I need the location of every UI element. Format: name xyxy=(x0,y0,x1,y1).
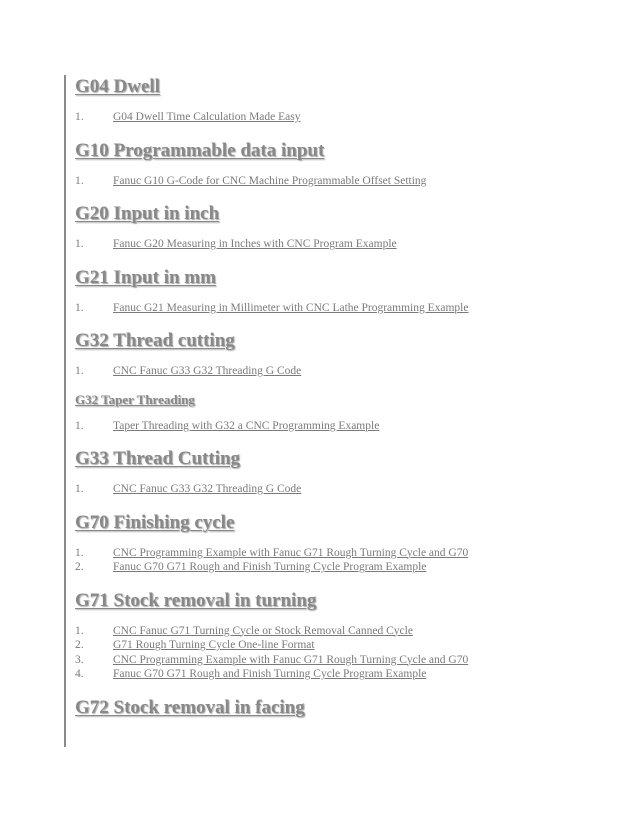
list-item: 1. G04 Dwell Time Calculation Made Easy xyxy=(75,111,301,123)
list-link[interactable]: Fanuc G20 Measuring in Inches with CNC Program Example xyxy=(113,238,397,250)
section-g20 xyxy=(75,203,615,252)
list-link[interactable]: G71 Rough Turning Cycle One-line Format xyxy=(113,639,315,651)
link-list xyxy=(75,110,615,125)
section-heading[interactable]: G72 Stock removal in facing xyxy=(75,696,305,718)
link-list xyxy=(75,174,615,189)
section-g21 xyxy=(75,267,615,316)
section-heading[interactable]: G32 Thread cutting xyxy=(75,330,235,351)
list-link[interactable]: G04 Dwell Time Calculation Made Easy xyxy=(113,111,301,123)
list-item: 2. G71 Rough Turning Cycle One-line Format xyxy=(75,639,315,651)
section-g70 xyxy=(75,512,615,575)
link-list xyxy=(75,546,615,575)
list-link[interactable]: CNC Fanuc G33 G32 Threading G Code xyxy=(113,365,302,377)
link-list xyxy=(75,301,615,316)
section-g72 xyxy=(75,697,615,719)
list-link[interactable]: Fanuc G10 G-Code for CNC Machine Programmable Offset Setting xyxy=(113,174,427,187)
section-heading[interactable]: G20 Input in inch xyxy=(75,203,220,224)
section-g71 xyxy=(75,590,615,682)
section-heading[interactable]: G71 Stock removal in turning xyxy=(75,589,317,611)
list-item: 1. Fanuc G20 Measuring in Inches with CNC Program Example xyxy=(75,238,397,250)
section-g04 xyxy=(75,76,615,125)
list-item: 1. CNC Programming Example with Fanuc G71 Rough Turning Cycle and G70 xyxy=(75,546,469,559)
list-item: 1. CNC Fanuc G33 G32 Threading G Code xyxy=(75,365,302,377)
list-item: 4. Fanuc G70 G71 Rough and Finish Turning Cycle Program Example xyxy=(75,668,427,680)
section-g10 xyxy=(75,140,615,189)
list-link[interactable]: Fanuc G70 G71 Rough and Finish Turning Cycle Program Example xyxy=(113,668,427,680)
document-body xyxy=(75,76,615,719)
left-border-rule xyxy=(64,75,66,747)
list-link[interactable]: CNC Fanuc G33 G32 Threading G Code xyxy=(113,483,302,495)
list-item: 1. Fanuc G21 Measuring in Millimeter with CNC Lathe Programming Example xyxy=(75,301,469,314)
section-heading[interactable]: G21 Input in mm xyxy=(75,266,216,288)
list-link[interactable]: CNC Programming Example with Fanuc G71 Rough Turning Cycle and G70 xyxy=(113,546,469,559)
subsection-heading[interactable]: G32 Taper Threading xyxy=(75,391,195,407)
list-link[interactable]: Fanuc G70 G71 Rough and Finish Turning Cycle Program Example xyxy=(113,561,427,573)
list-item: 2. Fanuc G70 G71 Rough and Finish Turning Cycle Program Example xyxy=(75,561,427,573)
list-item: 1. Fanuc G10 G-Code for CNC Machine Programmable Offset Setting xyxy=(75,174,427,187)
list-item: 3. CNC Programming Example with Fanuc G71 Rough Turning Cycle and G70 xyxy=(75,653,469,666)
section-g33 xyxy=(75,448,615,497)
section-heading[interactable]: G33 Thread Cutting xyxy=(75,448,241,469)
link-list xyxy=(75,237,615,252)
list-link[interactable]: CNC Programming Example with Fanuc G71 Rough Turning Cycle and G70 xyxy=(113,653,469,666)
list-item: 1. CNC Fanuc G33 G32 Threading G Code xyxy=(75,483,302,495)
section-heading[interactable]: G10 Programmable data input xyxy=(75,139,325,161)
list-link[interactable]: Fanuc G21 Measuring in Millimeter with CNC Lathe Programming Example xyxy=(113,301,469,314)
link-list xyxy=(75,482,615,497)
list-item: 1. Taper Threading with G32 a CNC Programming Example xyxy=(75,419,380,432)
section-heading[interactable]: G70 Finishing cycle xyxy=(75,511,235,533)
section-g32-thread-cutting xyxy=(75,330,615,379)
section-g32-taper-threading xyxy=(75,392,615,434)
link-list xyxy=(75,364,615,379)
list-item: 1. CNC Fanuc G71 Turning Cycle or Stock Removal Canned Cycle xyxy=(75,624,413,637)
link-list xyxy=(75,419,615,434)
link-list xyxy=(75,624,615,682)
list-link[interactable]: Taper Threading with G32 a CNC Programming Example xyxy=(113,419,380,432)
list-link[interactable]: CNC Fanuc G71 Turning Cycle or Stock Removal Canned Cycle xyxy=(113,624,413,637)
section-heading[interactable]: G04 Dwell xyxy=(75,76,160,97)
